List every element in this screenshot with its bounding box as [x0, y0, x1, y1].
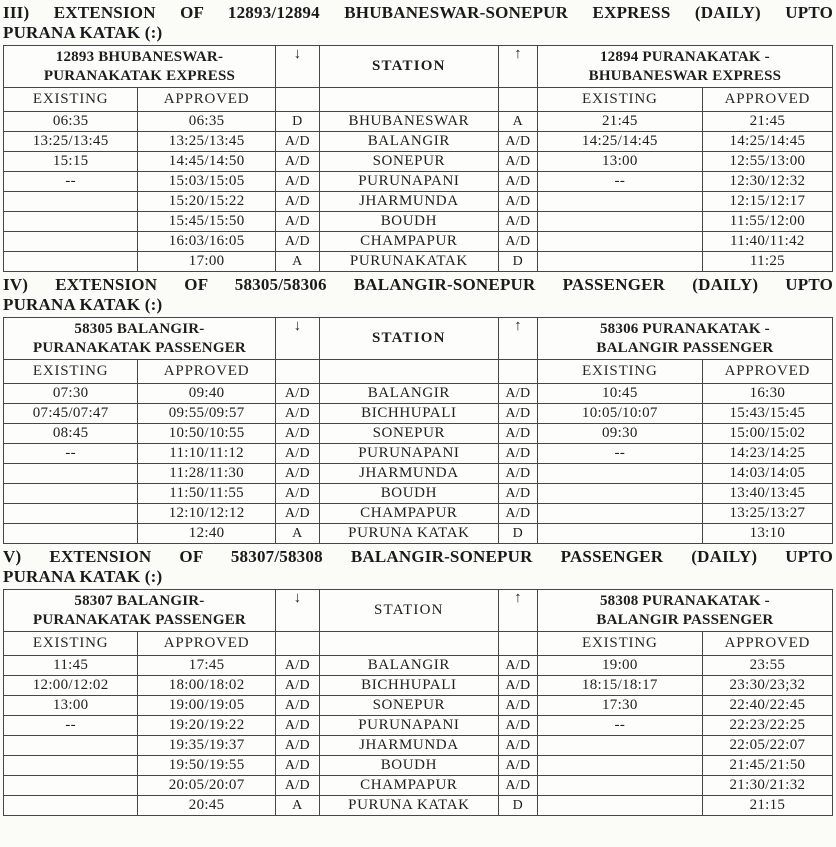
down-arrival-departure-flag-cell: A/D	[275, 152, 319, 172]
down-existing-time-cell: --	[4, 716, 138, 736]
down-arrival-departure-flag-cell: A/D	[275, 172, 319, 192]
timetable-row	[4, 404, 833, 424]
up-existing-time-cell: 13:00	[537, 152, 702, 172]
up-approved-header: APPROVED	[702, 360, 832, 384]
down-existing-header: EXISTING	[4, 88, 138, 112]
down-existing-time-cell	[4, 796, 138, 816]
station-name-cell: SONEPUR	[319, 424, 498, 444]
up-approved-time-cell: 11:25	[702, 252, 832, 272]
up-existing-time-cell	[537, 252, 702, 272]
timetable-row	[4, 776, 833, 796]
train-name-header-row	[4, 318, 833, 360]
header-spacer-cell	[319, 88, 498, 112]
up-arrival-departure-flag-cell: A/D	[498, 232, 537, 252]
down-approved-time-cell: 11:50/11:55	[138, 484, 276, 504]
up-approved-time-cell: 16:30	[702, 384, 832, 404]
up-existing-time-cell: 14:25/14:45	[537, 132, 702, 152]
down-existing-time-cell	[4, 212, 138, 232]
header-spacer-cell	[275, 88, 319, 112]
station-name-cell: PURUNAPANI	[319, 716, 498, 736]
up-train-name-line2: BALANGIR PASSENGER	[596, 339, 774, 356]
down-approved-time-cell: 09:40	[138, 384, 276, 404]
up-approved-time-cell: 21:15	[702, 796, 832, 816]
down-approved-time-cell: 15:45/15:50	[138, 212, 276, 232]
down-train-header	[4, 590, 276, 632]
station-name-cell: PURUNA KATAK	[319, 524, 498, 544]
up-existing-time-cell	[537, 504, 702, 524]
section-title-line1: IV) EXTENSION OF 58305/58306 BALANGIR-SONEPUR PASSENGER (DAILY) UPTO	[3, 275, 833, 294]
up-arrival-departure-flag-cell: A/D	[498, 484, 537, 504]
down-existing-time-cell	[4, 252, 138, 272]
down-existing-time-cell: 08:45	[4, 424, 138, 444]
timetable-body	[4, 384, 833, 544]
down-arrival-departure-flag-cell: A/D	[275, 192, 319, 212]
up-approved-time-cell: 11:40/11:42	[702, 232, 832, 252]
up-arrival-departure-flag-cell: D	[498, 524, 537, 544]
station-name-cell: BALANGIR	[319, 132, 498, 152]
down-existing-time-cell: --	[4, 172, 138, 192]
station-name-cell: CHAMPAPUR	[319, 232, 498, 252]
up-existing-time-cell: 18:15/18:17	[537, 676, 702, 696]
up-arrival-departure-flag-cell: D	[498, 796, 537, 816]
down-approved-time-cell: 14:45/14:50	[138, 152, 276, 172]
down-existing-time-cell	[4, 524, 138, 544]
down-existing-time-cell: 13:25/13:45	[4, 132, 138, 152]
up-approved-time-cell: 14:03/14:05	[702, 464, 832, 484]
up-approved-time-cell: 11:55/12:00	[702, 212, 832, 232]
station-name-cell: PURUNA KATAK	[319, 796, 498, 816]
timetable-section	[3, 3, 833, 272]
up-existing-time-cell	[537, 192, 702, 212]
down-train-name-line2: PURANAKATAK PASSENGER	[32, 339, 246, 356]
up-train-name-line1: 58306 PURANAKATAK -	[599, 320, 770, 337]
down-arrival-departure-flag-cell: D	[275, 112, 319, 132]
up-arrival-departure-flag-cell: D	[498, 252, 537, 272]
down-approved-time-cell: 10:50/10:55	[138, 424, 276, 444]
up-existing-time-cell: 09:30	[537, 424, 702, 444]
station-name-cell: PURUNAPANI	[319, 444, 498, 464]
timetable-row	[4, 112, 833, 132]
up-approved-time-cell: 13:10	[702, 524, 832, 544]
down-approved-time-cell: 20:45	[138, 796, 276, 816]
down-approved-header: APPROVED	[138, 360, 276, 384]
up-approved-time-cell: 23:30/23;32	[702, 676, 832, 696]
down-train-header	[4, 318, 276, 360]
up-existing-time-cell	[537, 756, 702, 776]
timetable-row	[4, 212, 833, 232]
down-existing-time-cell	[4, 484, 138, 504]
down-approved-time-cell: 16:03/16:05	[138, 232, 276, 252]
up-arrival-departure-flag-cell: A/D	[498, 424, 537, 444]
timetable-row	[4, 132, 833, 152]
down-train-name-line1: 12893 BHUBANESWAR-	[55, 48, 224, 65]
station-name-cell: BICHHUPALI	[319, 404, 498, 424]
down-approved-time-cell: 06:35	[138, 112, 276, 132]
down-arrival-departure-flag-cell: A/D	[275, 424, 319, 444]
down-existing-time-cell: 07:30	[4, 384, 138, 404]
timetable-row	[4, 736, 833, 756]
timetable-section	[3, 275, 833, 544]
station-name-cell: BOUDH	[319, 484, 498, 504]
timetable-row	[4, 676, 833, 696]
up-arrival-departure-flag-cell: A/D	[498, 464, 537, 484]
down-direction-arrow-icon: ↓	[275, 46, 319, 88]
up-train-name-line1: 12894 PURANAKATAK -	[599, 48, 770, 65]
timetable-row	[4, 756, 833, 776]
down-arrival-departure-flag-cell: A	[275, 252, 319, 272]
up-existing-header: EXISTING	[537, 88, 702, 112]
section-title-line1: III) EXTENSION OF 12893/12894 BHUBANESWAR-SONEPUR EXPRESS (DAILY) UPTO	[3, 3, 833, 22]
down-existing-time-cell	[4, 736, 138, 756]
up-arrival-departure-flag-cell: A/D	[498, 444, 537, 464]
up-arrival-departure-flag-cell: A/D	[498, 736, 537, 756]
down-approved-time-cell: 15:03/15:05	[138, 172, 276, 192]
up-existing-time-cell	[537, 212, 702, 232]
station-name-cell: BALANGIR	[319, 384, 498, 404]
up-approved-time-cell: 22:23/22:25	[702, 716, 832, 736]
up-existing-time-cell: --	[537, 716, 702, 736]
up-existing-time-cell	[537, 464, 702, 484]
up-approved-time-cell: 15:00/15:02	[702, 424, 832, 444]
station-name-cell: JHARMUNDA	[319, 192, 498, 212]
header-spacer-cell	[498, 632, 537, 656]
station-name-cell: BHUBANESWAR	[319, 112, 498, 132]
timetable-table	[3, 589, 833, 816]
timetable-row	[4, 696, 833, 716]
down-existing-time-cell	[4, 504, 138, 524]
station-column-header: STATION	[319, 318, 498, 360]
down-approved-time-cell: 13:25/13:45	[138, 132, 276, 152]
up-approved-time-cell: 21:30/21:32	[702, 776, 832, 796]
down-arrival-departure-flag-cell: A/D	[275, 776, 319, 796]
up-arrival-departure-flag-cell: A/D	[498, 756, 537, 776]
station-name-cell: CHAMPAPUR	[319, 504, 498, 524]
down-approved-header: APPROVED	[138, 632, 276, 656]
section-title-line2: PURANA KATAK (:)	[3, 567, 163, 586]
station-name-cell: BOUDH	[319, 756, 498, 776]
up-train-header	[537, 318, 832, 360]
up-arrival-departure-flag-cell: A/D	[498, 676, 537, 696]
station-name-cell: SONEPUR	[319, 696, 498, 716]
up-approved-time-cell: 12:55/13:00	[702, 152, 832, 172]
down-approved-time-cell: 18:00/18:02	[138, 676, 276, 696]
up-existing-time-cell: --	[537, 444, 702, 464]
up-direction-arrow-icon: ↑	[498, 318, 537, 360]
down-existing-time-cell: 06:35	[4, 112, 138, 132]
header-spacer-cell	[319, 360, 498, 384]
up-train-header	[537, 46, 832, 88]
down-existing-time-cell: 13:00	[4, 696, 138, 716]
timetable-row	[4, 444, 833, 464]
down-approved-time-cell: 15:20/15:22	[138, 192, 276, 212]
up-arrival-departure-flag-cell: A	[498, 112, 537, 132]
down-existing-time-cell: --	[4, 444, 138, 464]
down-arrival-departure-flag-cell: A/D	[275, 504, 319, 524]
up-approved-time-cell: 12:30/12:32	[702, 172, 832, 192]
down-train-name-line2: PURANAKATAK PASSENGER	[32, 611, 246, 628]
existing-approved-header-row	[4, 360, 833, 384]
up-arrival-departure-flag-cell: A/D	[498, 192, 537, 212]
down-arrival-departure-flag-cell: A/D	[275, 716, 319, 736]
timetable-row	[4, 484, 833, 504]
timetable-body	[4, 656, 833, 816]
station-name-cell: JHARMUNDA	[319, 464, 498, 484]
down-approved-time-cell: 19:20/19:22	[138, 716, 276, 736]
up-existing-time-cell	[537, 524, 702, 544]
up-arrival-departure-flag-cell: A/D	[498, 716, 537, 736]
down-arrival-departure-flag-cell: A/D	[275, 132, 319, 152]
up-existing-time-cell	[537, 232, 702, 252]
section-title	[3, 547, 833, 587]
timetable-row	[4, 504, 833, 524]
down-existing-header: EXISTING	[4, 632, 138, 656]
down-arrival-departure-flag-cell: A/D	[275, 756, 319, 776]
timetable-section	[3, 547, 833, 816]
down-approved-time-cell: 17:45	[138, 656, 276, 676]
down-approved-time-cell: 19:50/19:55	[138, 756, 276, 776]
timetable-body	[4, 112, 833, 272]
up-approved-time-cell: 22:40/22:45	[702, 696, 832, 716]
down-arrival-departure-flag-cell: A/D	[275, 464, 319, 484]
up-approved-time-cell: 14:25/14:45	[702, 132, 832, 152]
up-train-name-line1: 58308 PURANAKATAK -	[599, 592, 770, 609]
up-existing-time-cell: 10:05/10:07	[537, 404, 702, 424]
timetable-row	[4, 252, 833, 272]
up-arrival-departure-flag-cell: A/D	[498, 384, 537, 404]
section-title	[3, 3, 833, 43]
up-approved-time-cell: 21:45/21:50	[702, 756, 832, 776]
section-title-line2: PURANA KATAK (:)	[3, 295, 163, 314]
timetable-table	[3, 317, 833, 544]
header-spacer-cell	[498, 88, 537, 112]
down-approved-time-cell: 11:28/11:30	[138, 464, 276, 484]
up-arrival-departure-flag-cell: A/D	[498, 172, 537, 192]
up-arrival-departure-flag-cell: A/D	[498, 152, 537, 172]
up-existing-time-cell: 10:45	[537, 384, 702, 404]
down-existing-time-cell: 15:15	[4, 152, 138, 172]
existing-approved-header-row	[4, 88, 833, 112]
up-existing-header: EXISTING	[537, 360, 702, 384]
timetable-row	[4, 192, 833, 212]
up-existing-time-cell: --	[537, 172, 702, 192]
train-name-header-row	[4, 590, 833, 632]
down-approved-time-cell: 19:35/19:37	[138, 736, 276, 756]
down-existing-time-cell	[4, 776, 138, 796]
down-existing-time-cell	[4, 464, 138, 484]
down-train-name-line2: PURANAKATAK EXPRESS	[43, 67, 236, 84]
down-arrival-departure-flag-cell: A/D	[275, 384, 319, 404]
up-direction-arrow-icon: ↑	[498, 590, 537, 632]
up-existing-time-cell	[537, 776, 702, 796]
up-approved-time-cell: 15:43/15:45	[702, 404, 832, 424]
up-arrival-departure-flag-cell: A/D	[498, 212, 537, 232]
down-arrival-departure-flag-cell: A/D	[275, 696, 319, 716]
up-approved-time-cell: 21:45	[702, 112, 832, 132]
down-arrival-departure-flag-cell: A	[275, 524, 319, 544]
down-approved-time-cell: 17:00	[138, 252, 276, 272]
header-spacer-cell	[275, 632, 319, 656]
down-arrival-departure-flag-cell: A	[275, 796, 319, 816]
timetable-row	[4, 384, 833, 404]
down-existing-time-cell: 11:45	[4, 656, 138, 676]
down-approved-time-cell: 12:10/12:12	[138, 504, 276, 524]
up-approved-time-cell: 14:23/14:25	[702, 444, 832, 464]
up-existing-time-cell	[537, 796, 702, 816]
up-existing-time-cell: 19:00	[537, 656, 702, 676]
station-name-cell: BOUDH	[319, 212, 498, 232]
station-column-header: STATION	[319, 46, 498, 88]
up-existing-header: EXISTING	[537, 632, 702, 656]
up-arrival-departure-flag-cell: A/D	[498, 656, 537, 676]
down-arrival-departure-flag-cell: A/D	[275, 444, 319, 464]
up-arrival-departure-flag-cell: A/D	[498, 404, 537, 424]
up-approved-header: APPROVED	[702, 632, 832, 656]
timetable-row	[4, 464, 833, 484]
station-name-cell: PURUNAKATAK	[319, 252, 498, 272]
down-arrival-departure-flag-cell: A/D	[275, 404, 319, 424]
down-train-name-line1: 58307 BALANGIR-	[74, 592, 205, 609]
header-spacer-cell	[275, 360, 319, 384]
up-approved-time-cell: 22:05/22:07	[702, 736, 832, 756]
up-direction-arrow-icon: ↑	[498, 46, 537, 88]
existing-approved-header-row	[4, 632, 833, 656]
train-name-header-row	[4, 46, 833, 88]
station-column-header: STATION	[319, 590, 498, 632]
section-title	[3, 275, 833, 315]
down-arrival-departure-flag-cell: A/D	[275, 736, 319, 756]
timetable-table	[3, 45, 833, 272]
up-approved-time-cell: 13:40/13:45	[702, 484, 832, 504]
down-arrival-departure-flag-cell: A/D	[275, 676, 319, 696]
header-spacer-cell	[319, 632, 498, 656]
down-existing-time-cell: 12:00/12:02	[4, 676, 138, 696]
down-train-name-line1: 58305 BALANGIR-	[74, 320, 205, 337]
down-approved-time-cell: 12:40	[138, 524, 276, 544]
timetable-row	[4, 232, 833, 252]
up-arrival-departure-flag-cell: A/D	[498, 696, 537, 716]
down-arrival-departure-flag-cell: A/D	[275, 232, 319, 252]
down-train-header	[4, 46, 276, 88]
timetable-row	[4, 152, 833, 172]
up-approved-header: APPROVED	[702, 88, 832, 112]
up-approved-time-cell: 13:25/13:27	[702, 504, 832, 524]
down-existing-time-cell	[4, 192, 138, 212]
up-approved-time-cell: 23:55	[702, 656, 832, 676]
up-train-header	[537, 590, 832, 632]
up-existing-time-cell: 21:45	[537, 112, 702, 132]
down-direction-arrow-icon: ↓	[275, 590, 319, 632]
down-approved-header: APPROVED	[138, 88, 276, 112]
station-name-cell: PURUNAPANI	[319, 172, 498, 192]
station-name-cell: SONEPUR	[319, 152, 498, 172]
station-name-cell: BALANGIR	[319, 656, 498, 676]
down-approved-time-cell: 20:05/20:07	[138, 776, 276, 796]
station-name-cell: BICHHUPALI	[319, 676, 498, 696]
up-existing-time-cell	[537, 484, 702, 504]
down-existing-time-cell: 07:45/07:47	[4, 404, 138, 424]
up-existing-time-cell	[537, 736, 702, 756]
station-name-cell: JHARMUNDA	[319, 736, 498, 756]
station-name-cell: CHAMPAPUR	[319, 776, 498, 796]
up-arrival-departure-flag-cell: A/D	[498, 132, 537, 152]
down-direction-arrow-icon: ↓	[275, 318, 319, 360]
header-spacer-cell	[498, 360, 537, 384]
down-arrival-departure-flag-cell: A/D	[275, 656, 319, 676]
down-approved-time-cell: 11:10/11:12	[138, 444, 276, 464]
down-arrival-departure-flag-cell: A/D	[275, 484, 319, 504]
down-arrival-departure-flag-cell: A/D	[275, 212, 319, 232]
down-approved-time-cell: 09:55/09:57	[138, 404, 276, 424]
down-existing-time-cell	[4, 232, 138, 252]
timetable-row	[4, 524, 833, 544]
down-existing-time-cell	[4, 756, 138, 776]
up-train-name-line2: BALANGIR PASSENGER	[596, 611, 774, 628]
timetable-row	[4, 656, 833, 676]
section-title-line1: V) EXTENSION OF 58307/58308 BALANGIR-SONEPUR PASSENGER (DAILY) UPTO	[3, 547, 833, 566]
timetable-row	[4, 716, 833, 736]
up-approved-time-cell: 12:15/12:17	[702, 192, 832, 212]
up-arrival-departure-flag-cell: A/D	[498, 776, 537, 796]
section-title-line2: PURANA KATAK (:)	[3, 23, 163, 42]
down-approved-time-cell: 19:00/19:05	[138, 696, 276, 716]
up-arrival-departure-flag-cell: A/D	[498, 504, 537, 524]
down-existing-header: EXISTING	[4, 360, 138, 384]
up-train-name-line2: BHUBANESWAR EXPRESS	[588, 67, 782, 84]
up-existing-time-cell: 17:30	[537, 696, 702, 716]
timetable-row	[4, 172, 833, 192]
timetable-row	[4, 424, 833, 444]
timetable-row	[4, 796, 833, 816]
